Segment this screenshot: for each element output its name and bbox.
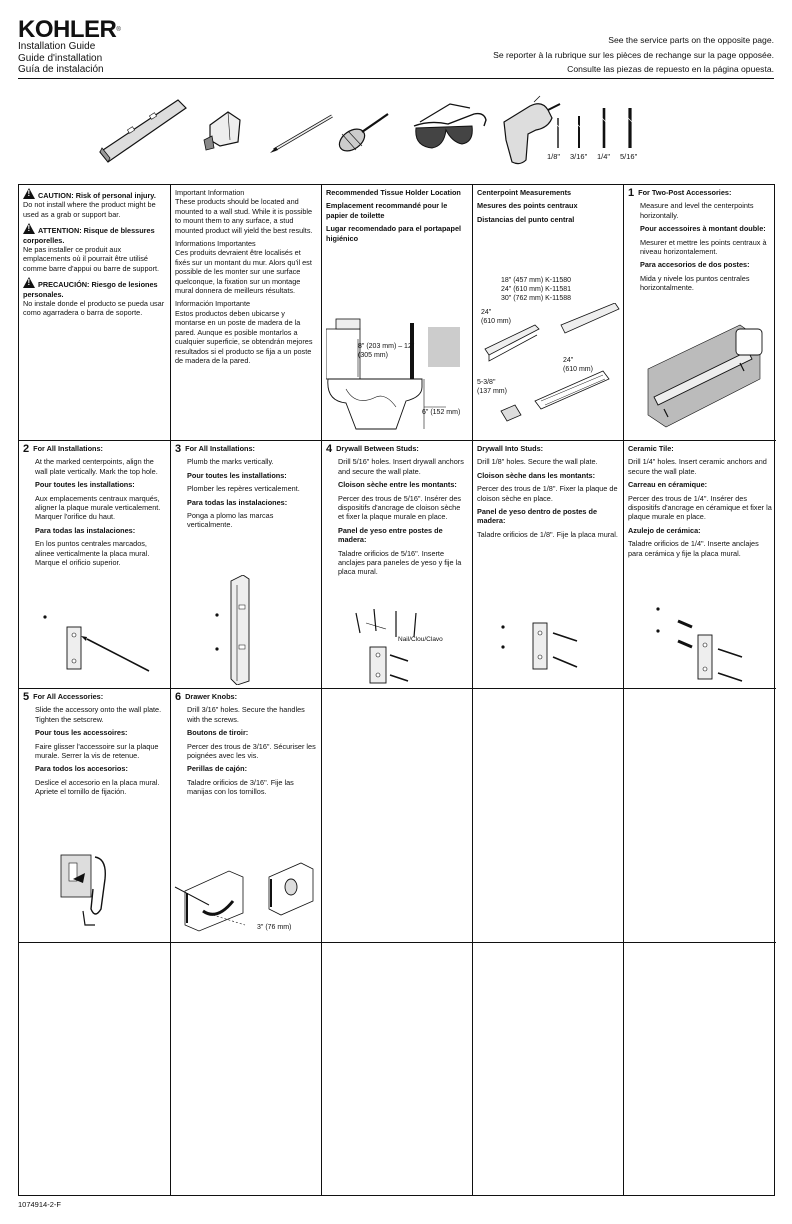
level-icon [100, 100, 186, 162]
empty-cell [322, 943, 473, 1195]
safety-glasses-icon [414, 104, 486, 148]
step-5-cell: 5 For All Accessories: Slide the accessory onto the wall plate. Tighten the setscrew. Pour tous les accessoires: Faire glisser l'accessoire sur la plaque murale. Serrer la vis de retenue. Para todos los accesorios: Deslice el accesorio en la placa mural. Apriete el tornillo de fijación. [19, 689, 171, 943]
reference-fr: Se reporter à la rubrique sur les pièces de rechange sur la page opposée. [493, 49, 774, 60]
tissue-holder-cell: Recommended Tissue Holder Location Emplacement recommandé pour le papier de toilette Lugar recomendado para el portapapel higiénico 8" (203 mm) – 12" (305 mm) 6" (152 mm) [322, 185, 473, 441]
screwdriver-icon [335, 114, 388, 155]
tissue-offset-dim: 6" (152 mm) [422, 409, 461, 416]
knob-spacing-dim: 3" (76 mm) [257, 924, 292, 931]
guide-title-en: Installation Guide [18, 41, 96, 52]
empty-cell [322, 689, 473, 943]
step-3-cell: 3 For All Installations: Plumb the marks vertically. Pour toutes les installations: Plomber les repères verticalement. Para todas las instalaciones: Ponga a plomo las marcas verticalmente. [171, 441, 322, 689]
step-number: 5 [23, 691, 30, 703]
step-number: 2 [23, 443, 30, 455]
step-1-cell: 1 For Two-Post Accessories: Measure and level the centerpoints horizontally. Pour accessoires à montant double: Mesurer et mettre les points centraux à niveau horizontalement. Para accesorios de dos postes: Mida y nivele los puntos centrales horizontalmente. [624, 185, 776, 441]
empty-cell [19, 943, 171, 1195]
tissue-height-dim: 8" (203 mm) – 12" (305 mm) [358, 343, 415, 359]
bit-size-label: 3/16" [570, 152, 588, 161]
bit-size-label: 1/8" [547, 152, 561, 161]
guide-title-es: Guía de instalación [18, 64, 104, 75]
empty-cell [473, 689, 624, 943]
nail-label: Nail/Clou/Clavo [398, 636, 443, 643]
stud-mount-diagram [493, 617, 613, 687]
reference-en: See the service parts on the opposite page. [608, 35, 774, 45]
bit-size-label: 1/4" [597, 152, 611, 161]
important-info-cell: Important Information These products should be located and mounted to a wall stud. While it is possible to mount them to any surface, a stud mounted product will yield the best results. Informations Importantes Ces produits devraient être localisés et fixés sur un montant du mur. Alors qu'il est possible de les monter sur une surface quelconque, la fixation sur un montage mural donnera de meilleurs résultats. Información Importante Estos productos deben ubicarse y montarse en un poste de madera de la pared. Aunque es posible montarlos a cualquier superficie, se obtendrán mejores resultados si el producto se fija a un poste de madera de la pared. [171, 185, 322, 441]
step-number: 1 [628, 187, 635, 199]
warning-icon [23, 223, 35, 234]
drill-bits-icon [556, 108, 632, 148]
drawer-knob-diagram [173, 861, 321, 933]
step-4-cell: 4 Drywall Between Studs: Drill 5/16" holes. Insert drywall anchors and secure the wall plate. Cloison sèche entre les montants: Percer des trous de 5/16". Insérer des dispositifs d'ancrage de cloison sèche et fixer la plaque murale en place. Panel de yeso entre postes de madera: Taladre orificios de 5/16". Inserte anclajes para paneles de yeso y fije la placa mural. Nail/Clou/Clavo [322, 441, 473, 689]
important-title-en: Important Information [175, 188, 245, 197]
dim-a: 24" (610 mm) [481, 309, 511, 325]
plumb-level-diagram [211, 575, 271, 685]
warning-icon [23, 188, 35, 199]
centerpoint-cell: Centerpoint Measurements Mesures des points centraux Distancias del punto central 18" (457 mm) K-11580 24" (610 mm) K-11581 30" (762 mm) K-11588 24" (610 mm) 24" (610 mm) 5-3/8" (137 mm) [473, 185, 624, 441]
model-item: 30" (762 mm) K-11588 [501, 294, 572, 302]
model-item: 24" (610 mm) K-11581 [501, 285, 572, 293]
studs-cell: Drywall Into Studs: Drill 1/8" holes. Secure the wall plate. Cloison sèche dans les montants: Percer des trous de 1/8". Fixer la plaque de cloison sèche en place. Panel de yeso dentro de postes de madera: Taladre orificios de 1/8". Fije la placa mural. [473, 441, 624, 689]
step-6-cell: 6 Drawer Knobs: Drill 3/16" holes. Secure the handles with the screws. Boutons de tiroir: Percer des trous de 3/16". Sécuriser les poignées avec les vis. Perillas de cajón: Taladre orificios de 3/16". Fije las manijas con los tornillos. 3" (76 mm) [171, 689, 322, 943]
bit-size-label: 5/16" [620, 152, 638, 161]
model-item: 18" (457 mm) K-11580 [501, 277, 572, 284]
empty-cell [171, 943, 322, 1195]
empty-cell [624, 943, 776, 1195]
warning-icon [23, 277, 35, 288]
pencil-icon [270, 116, 332, 153]
registered-mark: ® [116, 27, 121, 33]
wall-plate-mark-diagram [39, 611, 163, 687]
reference-es: Consulte las piezas de repuesto en la página opuesta. [567, 64, 774, 74]
drywall-anchor-diagram [346, 603, 466, 687]
kohler-logo: KOHLER® [18, 16, 121, 43]
step-2-cell: 2 For All Installations: At the marked centerpoints, align the wall plate vertically. Mark the top hole. Pour toutes les installations: Aux emplacements centraux marqués, aligner la plaque murale verticalement. Marquer l'orifice du haut. Para todas las instalaciones: En los puntos centrales marcados, alinee verticalmente la placa mural. Marque el orificio superior. [19, 441, 171, 689]
tools-illustration [0, 0, 792, 184]
step-number: 4 [326, 443, 333, 455]
empty-cell [473, 943, 624, 1195]
instructions-grid [18, 184, 775, 1196]
part-number: 1074914-2-F [18, 1200, 61, 1209]
important-title-es: Información Importante [175, 299, 251, 309]
model-list [501, 277, 571, 303]
level-wall-diagram [644, 319, 768, 431]
guide-title-fr: Guide d'installation [18, 52, 103, 64]
ceramic-cell: Ceramic Tile: Drill 1/4" holes. Insert ceramic anchors and secure the wall plate. Carreau en céramique: Percer des trous de 1/4". Insérer des dispositifs d'ancrage en céramique et fixer la plaque murale en place. Azulejo de cerámica: Taladre orificios de 1/4". Inserte anclajes para cerámica y fije la placa mural. [624, 441, 776, 689]
important-title-fr: Informations Importantes [175, 239, 256, 249]
ceramic-anchor-diagram [648, 601, 768, 687]
dim-c: 5-3/8" (137 mm) [477, 379, 507, 395]
step-number: 3 [175, 443, 182, 455]
slide-accessory-diagram [55, 849, 145, 939]
caution-cell: !CAUTION: Risk of personal injury. Do not install where the product might be used as a grab or support bar. !ATTENTION: Risque de blessures corporelles. Ne pas installer ce produit aux emplacements où il pourrait être utilisé comme barre d'appui ou barre de support. !PRECAUCIÓN: Riesgo de lesiones personales. No instale donde el producto se pueda usar como agarradera o barra de soporte. [19, 185, 171, 441]
empty-cell [624, 689, 776, 943]
step-number: 6 [175, 691, 182, 703]
tape-measure-icon [204, 112, 240, 150]
required-tools [0, 0, 792, 184]
dim-b: 24" (610 mm) [563, 357, 593, 373]
toilet-diagram [326, 317, 471, 435]
